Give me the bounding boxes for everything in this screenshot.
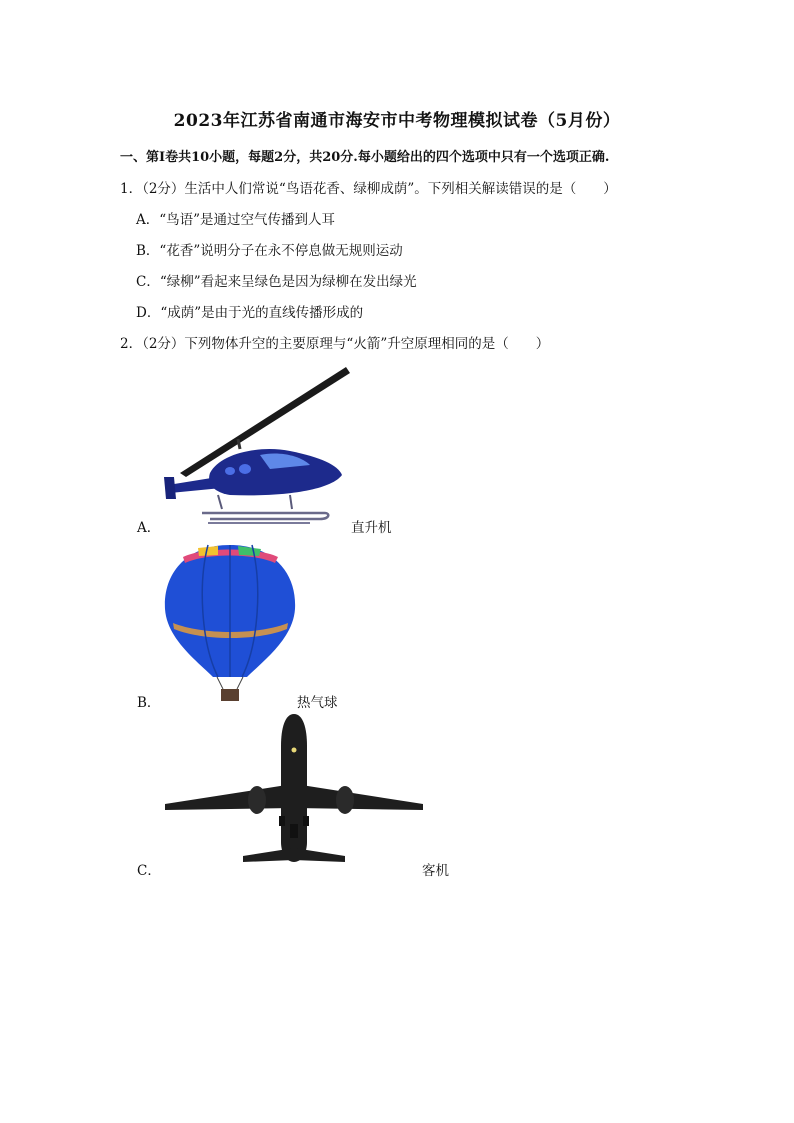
question-1-stem: 1．（2分）生活中人们常说“鸟语花香、绿柳成荫”。下列相关解读错误的是（ ） (120, 181, 617, 197)
question-1-option-c: C．“绿柳”看起来呈绿色是因为绿柳在发出绿光 (136, 274, 417, 290)
question-2-option-b-letter: B． (137, 695, 161, 711)
hot-air-balloon-image (163, 543, 298, 703)
question-2-option-a-letter: A． (137, 520, 161, 536)
page-title: 2023年江苏省南通市海安市中考物理模拟试卷（5月份） (173, 111, 621, 131)
question-1-option-a: A．“鸟语”是通过空气传播到人耳 (136, 212, 336, 228)
question-2-option-b-caption: 热气球 (297, 695, 338, 711)
section-heading: 一、第Ⅰ卷共10小题，每题2分，共20分.每小题给出的四个选项中只有一个选项正确. (120, 150, 610, 165)
helicopter-image (160, 365, 350, 530)
question-2-option-a-caption: 直升机 (351, 520, 392, 536)
question-1-option-b: B．“花香”说明分子在永不停息做无规则运动 (136, 243, 403, 259)
question-2-option-c-caption: 客机 (422, 863, 449, 879)
question-1-option-d: D．“成荫”是由于光的直线传播形成的 (136, 305, 364, 321)
airliner-image (165, 712, 423, 870)
question-2-stem: 2．（2分）下列物体升空的主要原理与“火箭”升空原理相同的是（ ） (120, 336, 550, 352)
question-2-option-c-letter: C． (137, 863, 161, 879)
